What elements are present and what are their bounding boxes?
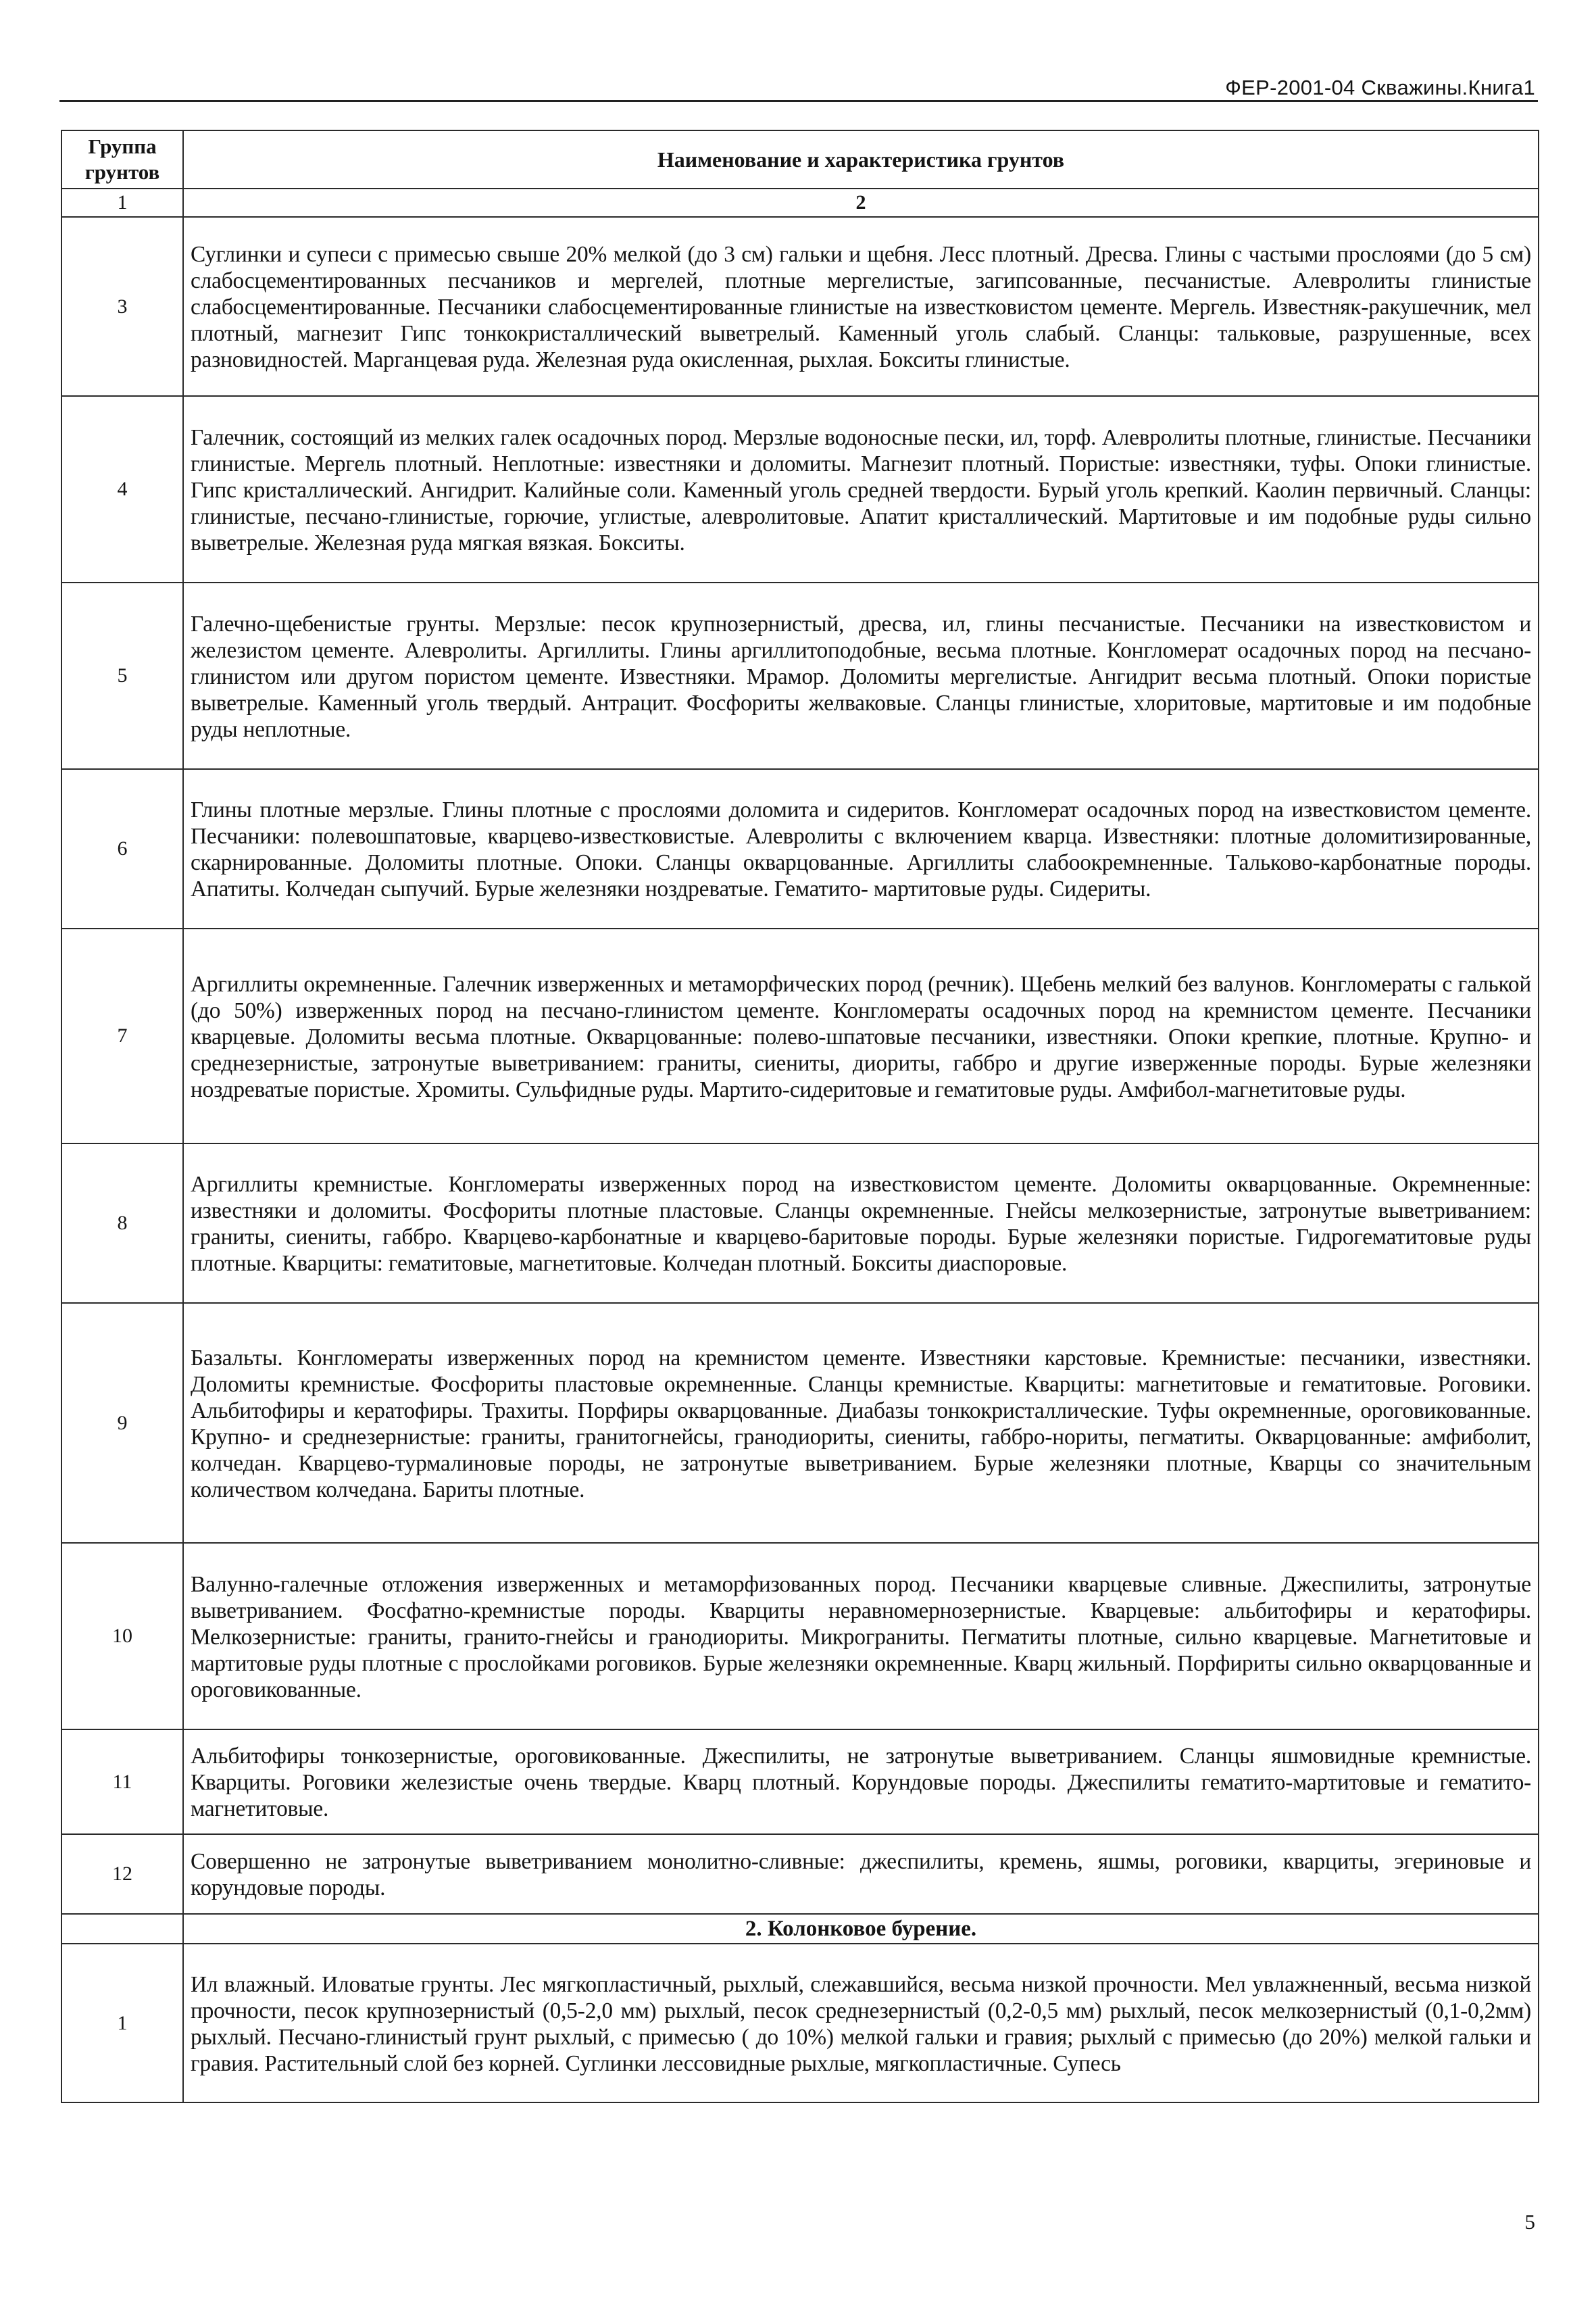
group-description: Глины плотные мерзлые. Глины плотные с прослоями доломита и сидеритов. Конгломерат осадочных пород на известковистом цементе. Песчаники: полевошпатовые, кварцево-известковистые. Алевролиты с включением кварца. Известняки: плотные доломитизированные, скарнированные. Доломиты плотные. Опоки. Сланцы окварцованные. Аргиллиты слабоокремненные. Тальково-карбонатные породы. Апатиты. Колчедан сыпучий. Бурые железняки ноздреватые. Гематито- мартитовые руды. Сидериты. bbox=[183, 769, 1539, 929]
column-number-row bbox=[61, 189, 1539, 217]
group-number: 10 bbox=[61, 1543, 183, 1729]
column-header-group: Группа грунтов bbox=[61, 130, 183, 189]
group-description: Аргиллиты кремнистые. Конгломераты изверженных пород на известковистом цементе. Доломиты окварцованные. Окремненные: известняки и доломиты. Фосфориты плотные пластовые. Сланцы окремненные. Гнейсы мелкозернистые, затронутые выветриванием: граниты, сиениты, габбро. Кварцево-карбонатные и кварцево-баритовые породы. Бурые железняки пористые. Гидрогематитовые руды плотные. Кварциты: гематитовые, магнетитовые. Колчедан плотный. Бокситы диаспоровые. bbox=[183, 1143, 1539, 1303]
group-number: 11 bbox=[61, 1729, 183, 1834]
running-header: ФЕР-2001-04 Скважины.Книга1 bbox=[1225, 76, 1535, 99]
column-header-description: Наименование и характеристика грунтов bbox=[183, 130, 1539, 189]
section-title-empty-cell bbox=[61, 1914, 183, 1944]
group-description: Галечник, состоящий из мелких галек осадочных пород. Мерзлые водоносные пески, ил, торф. Алевролиты плотные, глинистые. Песчаники глинистые. Мергель плотный. Неплотные: известняки и доломиты. Магнезит плотный. Пористые: известняки, туфы. Опоки глинистые. Гипс кристаллический. Ангидрит. Калийные соли. Каменный уголь средней твердости. Бурый уголь крепкий. Каолин первичный. Сланцы: глинистые, песчано-глинистые, горючие, углистые, алевролитовые. Апатит кристаллический. Мартитовые и им подобные руды сильно выветрелые. Железная руда мягкая вязкая. Бокситы. bbox=[183, 396, 1539, 583]
group-description: Аргиллиты окремненные. Галечник изверженных и метаморфических пород (речник). Щебень мелкий без валунов. Конгломераты с галькой (до 50%) изверженных пород на песчано-глинистом цементе. Конгломераты осадочных пород на кремнистом цементе. Песчаники кварцевые. Доломиты весьма плотные. Окварцованные: полево-шпатовые песчаники, известняки. Опоки крепкие, плотные. Крупно- и среднезернистые, затронутые выветриванием: граниты, сиениты, диориты, габбро и другие изверженные породы. Бурые железняки ноздреватые пористые. Хромиты. Сульфидные руды. Мартито-сидеритовые и гематитовые руды. Амфибол-магнетитовые руды. bbox=[183, 929, 1539, 1143]
table-row bbox=[61, 769, 1539, 929]
group-number: 4 bbox=[61, 396, 183, 583]
group-description: Суглинки и супеси с примесью свыше 20% мелкой (до 3 см) гальки и щебня. Лесс плотный. Дресва. Глины с частыми прослоями (до 5 см) слабосцементированных песчаников и мергелей, плотные мергелистые, загипсованные, песчанистые. Алевролиты глинистые слабосцементированные. Песчаники слабосцементированные глинистые на известковистом цементе. Мергель. Известняк-ракушечник, мел плотный, магнезит Гипс тонкокристаллический выветрелый. Каменный уголь слабый. Сланцы: тальковые, разрушенные, всех разновидностей. Марганцевая руда. Железная руда окисленная, рыхлая. Бокситы глинистые. bbox=[183, 217, 1539, 396]
group-number: 6 bbox=[61, 769, 183, 929]
group-number: 7 bbox=[61, 929, 183, 1143]
group-number: 1 bbox=[61, 1944, 183, 2102]
table-row bbox=[61, 929, 1539, 1143]
group-description: Альбитофиры тонкозернистые, ороговикованные. Джеспилиты, не затронутые выветриванием. Сланцы яшмовидные кремнистые. Кварциты. Роговики железистые очень твердые. Кварц плотный. Корундовые породы. Джеспилиты гематито-мартитовые и гематито-магнетитовые. bbox=[183, 1729, 1539, 1834]
header-rule bbox=[59, 100, 1538, 102]
table-row bbox=[61, 1143, 1539, 1303]
group-number: 8 bbox=[61, 1143, 183, 1303]
group-number: 9 bbox=[61, 1303, 183, 1543]
table-row bbox=[61, 1543, 1539, 1729]
group-description: Совершенно не затронутые выветриванием монолитно-сливные: джеспилиты, кремень, яшмы, роговики, кварциты, эгериновые и корундовые породы. bbox=[183, 1834, 1539, 1914]
group-description: Галечно-щебенистые грунты. Мерзлые: песок крупнозернистый, дресва, ил, глины песчанистые. Песчаники на известковистом и железистом цементе. Алевролиты. Аргиллиты. Глины аргиллитоподобные, весьма плотные. Конгломерат осадочных пород на песчано-глинистом или другом пористом цементе. Известняки. Мрамор. Доломиты мергелистые. Ангидрит весьма плотный. Опоки пористые выветрелые. Каменный уголь твердый. Антрацит. Фосфориты желваковые. Сланцы глинистые, хлоритовые, мартитовые и им подобные руды неплотные. bbox=[183, 583, 1539, 769]
group-number: 3 bbox=[61, 217, 183, 396]
ground-groups-table bbox=[61, 130, 1539, 2103]
table-row bbox=[61, 1303, 1539, 1543]
column-number-2: 2 bbox=[183, 189, 1539, 217]
section-title-row bbox=[61, 1914, 1539, 1944]
table-row bbox=[61, 396, 1539, 583]
group-description: Базальты. Конгломераты изверженных пород на кремнистом цементе. Известняки карстовые. Кремнистые: песчаники, известняки. Доломиты кремнистые. Фосфориты пластовые окремненные. Сланцы кремнистые. Кварциты: магнетитовые и гематитовые. Роговики. Альбитофиры и кератофиры. Трахиты. Порфиры окварцованные. Диабазы тонкокристаллические. Туфы окремненные, ороговикованные. Крупно- и среднезернистые: граниты, гранитогнейсы, гранодиориты, сиениты, габбро-нориты, пегматиты. Окварцованные: амфиболит, колчедан. Кварцево-турмалиновые породы, не затронутые выветриванием. Бурые железняки плотные, Кварцы со значительным количеством колчедана. Бариты плотные. bbox=[183, 1303, 1539, 1543]
table-row bbox=[61, 583, 1539, 769]
group-description: Ил влажный. Иловатые грунты. Лес мягкопластичный, рыхлый, слежавшийся, весьма низкой прочности. Мел увлажненный, весьма низкой прочности, песок крупнозернистый (0,5-2,0 мм) рыхлый, песок среднезернистый (0,2-0,5 мм) рыхлый, песок мелкозернистый (0,1-0,2мм) рыхлый. Песчано-глинистый грунт рыхлый, с примесью ( до 10%) мелкой гальки и гравия; рыхлый с примесью (до 20%) мелкой гальки и гравия. Растительный слой без корней. Суглинки лессовидные рыхлые, мягкопластичные. Супесь bbox=[183, 1944, 1539, 2102]
section-title: 2. Колонковое бурение. bbox=[183, 1914, 1539, 1944]
table-header-row bbox=[61, 130, 1539, 189]
table-row bbox=[61, 217, 1539, 396]
table-row bbox=[61, 1944, 1539, 2102]
group-number: 5 bbox=[61, 583, 183, 769]
table-row bbox=[61, 1729, 1539, 1834]
group-number: 12 bbox=[61, 1834, 183, 1914]
table-row bbox=[61, 1834, 1539, 1914]
page-number: 5 bbox=[1524, 2210, 1535, 2234]
column-number-1: 1 bbox=[61, 189, 183, 217]
group-description: Валунно-галечные отложения изверженных и метаморфизованных пород. Песчаники кварцевые сливные. Джеспилиты, затронутые выветриванием. Фосфатно-кремнистые породы. Кварциты неравномернозернистые. Кварцевые: альбитофиры и кератофиры. Мелкозернистые: граниты, гранито-гнейсы и гранодиориты. Микрограниты. Пегматиты плотные, сильно кварцевые. Магнетитовые и мартитовые руды плотные с прослойками роговиков. Бурые железняки окремненные. Кварц жильный. Порфириты сильно окварцованные и ороговикованные. bbox=[183, 1543, 1539, 1729]
